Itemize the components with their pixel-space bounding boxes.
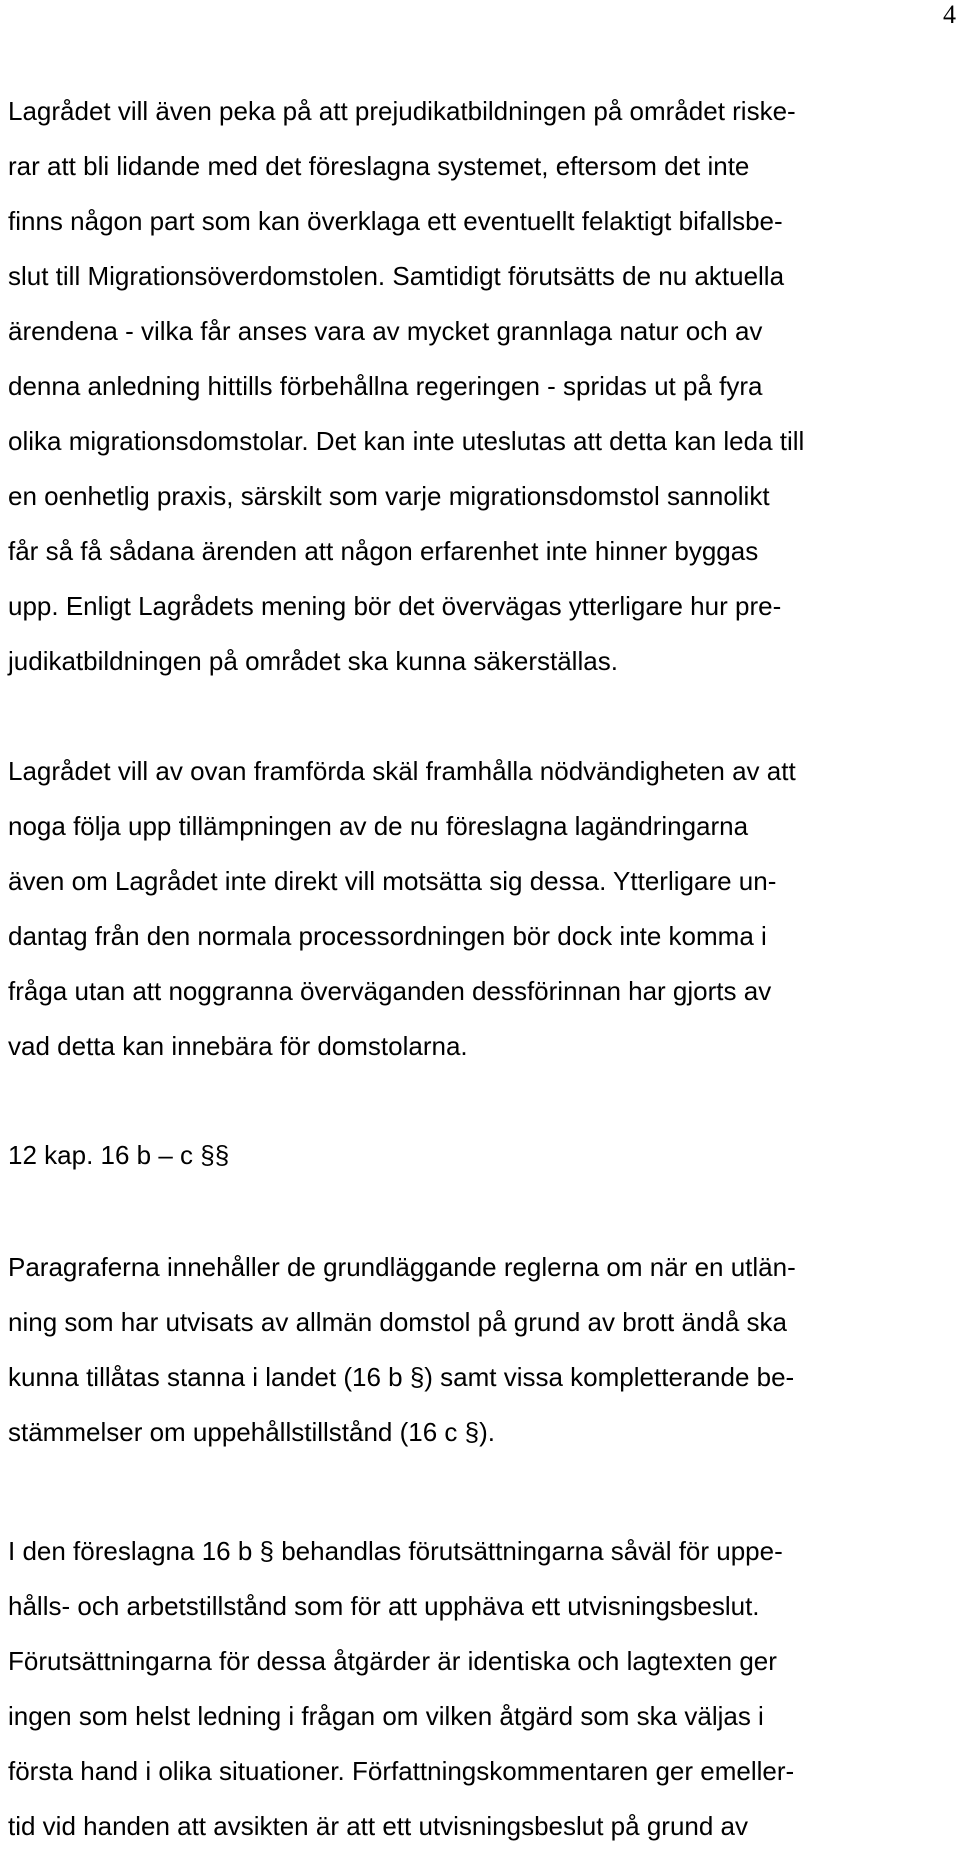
text-line: stämmelser om uppehållstillstånd (16 c §). (8, 1417, 495, 1447)
text-line: tid vid handen att avsikten är att ett utvisningsbeslut på grund av (8, 1811, 749, 1841)
text-line: I den föreslagna 16 b § behandlas förutsättningarna såväl för uppe- (8, 1536, 783, 1566)
text-line: även om Lagrådet inte direkt vill motsätta sig dessa. Ytterligare un- (8, 866, 777, 896)
paragraph-spacer (8, 689, 952, 744)
text-line: judikatbildningen på området ska kunna säkerställas. (8, 646, 618, 676)
text-line: Lagrådet vill av ovan framförda skäl framhålla nödvändigheten av att (8, 756, 796, 786)
text-line: finns någon part som kan överklaga ett eventuellt felaktigt bifallsbe- (8, 206, 783, 236)
text-line: får så få sådana ärenden att någon erfarenhet inte hinner byggas (8, 536, 759, 566)
text-line: Paragraferna innehåller de grundläggande reglerna om när en utlän- (8, 1252, 796, 1282)
page-number: 4 (943, 0, 956, 29)
text-line: olika migrationsdomstolar. Det kan inte uteslutas att detta kan leda till (8, 426, 805, 456)
paragraph-spacer (8, 1460, 952, 1524)
paragraph-16b (8, 1524, 952, 1854)
paragraph-paragraferna (8, 1240, 952, 1460)
document-body (8, 84, 952, 1854)
section-heading-text: 12 kap. 16 b – c §§ (8, 1140, 230, 1170)
text-line: ingen som helst ledning i frågan om vilken åtgärd som ska väljas i (8, 1701, 764, 1731)
text-line: slut till Migrationsöverdomstolen. Samtidigt förutsätts de nu aktuella (8, 261, 785, 291)
paragraph-spacer (8, 1183, 952, 1240)
text-line: Lagrådet vill även peka på att prejudikatbildningen på området riske- (8, 96, 796, 126)
text-line: ning som har utvisats av allmän domstol på grund av brott ändå ska (8, 1307, 787, 1337)
text-line: rar att bli lidande med det föreslagna systemet, eftersom det inte (8, 151, 750, 181)
text-line: första hand i olika situationer. Författningskommentaren ger emeller- (8, 1756, 795, 1786)
paragraph-framhalla (8, 744, 952, 1074)
text-line: en oenhetlig praxis, särskilt som varje migrationsdomstol sannolikt (8, 481, 770, 511)
text-line: ärendena - vilka får anses vara av mycket grannlaga natur och av (8, 316, 763, 346)
text-line: denna anledning hittills förbehållna regeringen - spridas ut på fyra (8, 371, 763, 401)
text-line: dantag från den normala processordningen bör dock inte komma i (8, 921, 767, 951)
text-line: Förutsättningarna för dessa åtgärder är identiska och lagtexten ger (8, 1646, 777, 1676)
text-line: noga följa upp tillämpningen av de nu föreslagna lagändringarna (8, 811, 749, 841)
text-line: fråga utan att noggranna överväganden dessförinnan har gjorts av (8, 976, 772, 1006)
section-heading (8, 1128, 952, 1183)
paragraph-prejudikat (8, 84, 952, 689)
text-line: upp. Enligt Lagrådets mening bör det övervägas ytterligare hur pre- (8, 591, 782, 621)
text-line: vad detta kan innebära för domstolarna. (8, 1031, 468, 1061)
text-line: kunna tillåtas stanna i landet (16 b §) samt vissa kompletterande be- (8, 1362, 795, 1392)
text-line: hålls- och arbetstillstånd som för att upphäva ett utvisningsbeslut. (8, 1591, 760, 1621)
paragraph-spacer (8, 1074, 952, 1128)
